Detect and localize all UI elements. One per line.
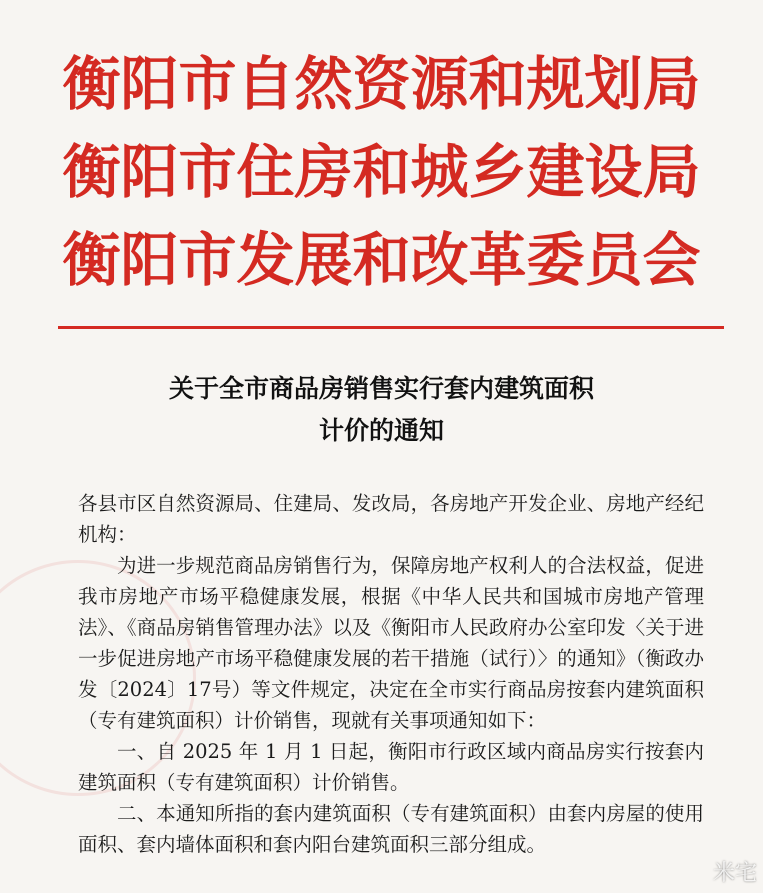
red-divider-line xyxy=(58,326,724,329)
paragraph-item-1: 一、自 2025 年 1 月 1 日起，衡阳市行政区域内商品房实行按套内建筑面积（专有建筑面积）计价销售。 xyxy=(78,740,704,794)
authority-line-1: 衡阳市自然资源和规划局 xyxy=(62,50,701,118)
paragraph-preamble: 为进一步规范商品房销售行为，保障房地产权利人的合法权益，促进我市房地产市场平稳健康发展，根据《中华人民共和国城市房地产管理法》、《商品房销售管理办法》以及《衡阳市人民政府办公室印发〈关于进一步促进房地产市场平稳健康发展的若干措施（试行）〉的通知》（衡政办发〔2024〕17号）等文件规定，决定在全市实行商品房按套内建筑面积（专有建筑面积）计价销售，现就有关事项通知如下： xyxy=(78,554,704,732)
issuing-authorities-header xyxy=(0,40,763,304)
authority-line-2: 衡阳市住房和城乡建设局 xyxy=(62,138,701,206)
authority-line-3: 衡阳市发展和改革委员会 xyxy=(62,226,701,294)
title-line-2: 计价的通知 xyxy=(318,416,444,445)
document-body xyxy=(78,488,704,860)
salutation: 各县市区自然资源局、住建局、发改局，各房地产开发企业、房地产经纪机构： xyxy=(78,492,704,546)
watermark-text: 米宅 xyxy=(712,861,757,886)
document-title xyxy=(0,368,763,452)
title-line-1: 关于全市商品房销售实行套内建筑面积 xyxy=(168,374,594,403)
paragraph-item-2: 二、本通知所指的套内建筑面积（专有建筑面积）由套内房屋的使用面积、套内墙体面积和套内阳台建筑面积三部分组成。 xyxy=(78,802,704,856)
